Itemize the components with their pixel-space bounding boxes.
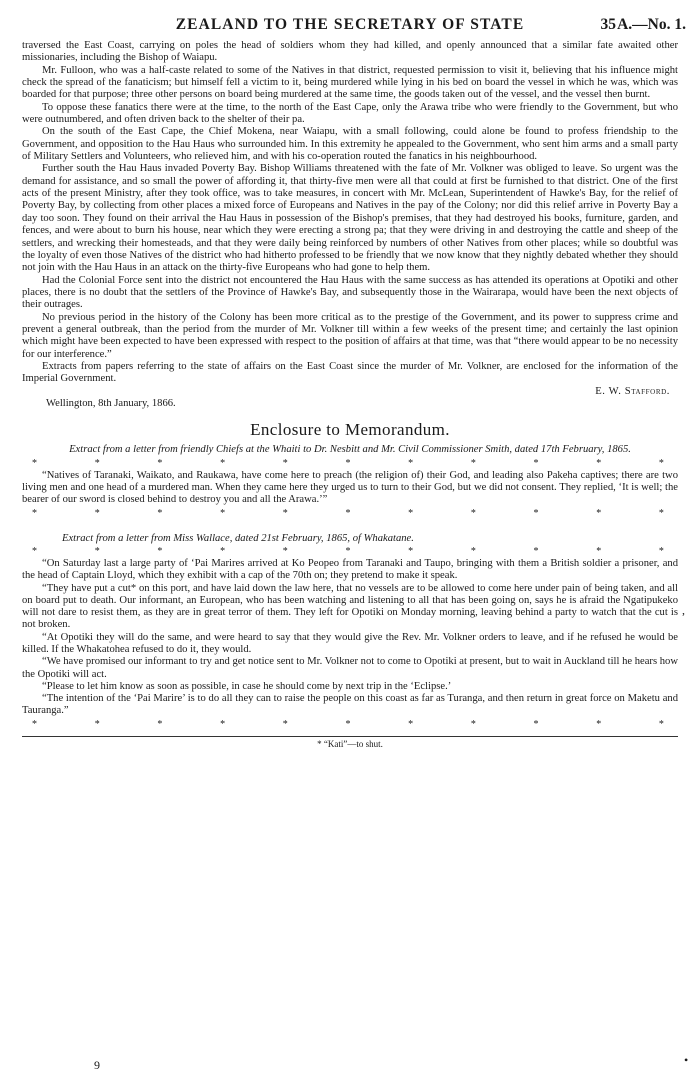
running-head: [22, 14, 686, 40]
document-reference: A.—No. 1.: [617, 16, 686, 33]
running-title: ZEALAND TO THE SECRETARY OF STATE: [175, 16, 525, 33]
extract-heading: Extract from a letter from Miss Wallace, dated 21st February, 1865, of Whakatane.: [62, 532, 414, 544]
margin-mark: ,: [682, 603, 685, 617]
asterisk: *: [94, 507, 100, 519]
asterisk: *: [408, 545, 414, 557]
asterisk: *: [220, 545, 226, 557]
asterisk: *: [596, 507, 602, 519]
asterisk-row: [22, 719, 678, 730]
extract-paragraph: “Natives of Taranaki, Waikato, and Raukawa, have come here to preach (the religion of) their God, and leading also Pakeha captives; there are two living men and one head of a murdered man. When they came here they urged us to turn to their God, but we did not consent. They replied, ‘It is well; the bearer of our sword is closed behind to destroy you and all the Arawa.’”: [22, 469, 678, 506]
asterisk: *: [533, 545, 539, 557]
memorandum-paragraph: traversed the East Coast, carrying on poles the head of soldiers whom they had killed, and openly announced that a similar fate awaited other missionaries, including the Bishop of Waiapu.: [22, 40, 678, 64]
asterisk: *: [345, 718, 351, 730]
margin-mark: •: [684, 1053, 689, 1067]
asterisk: *: [658, 718, 664, 730]
asterisk: *: [596, 545, 602, 557]
footnote-rule: [22, 736, 678, 737]
asterisk: *: [220, 457, 226, 469]
asterisk-row: [22, 508, 678, 519]
asterisk: *: [345, 457, 351, 469]
asterisk: *: [32, 545, 37, 557]
memorandum-paragraph: No previous period in the history of the Colony has been more critical as to the prestige of the Government, and its power to suppress crime and prevent a general outbreak, than the period from the murder of Mr. Volkner till within a few weeks of the present time; and certainly the last opinion which might have been expected to have been expressed with respect to the position of affairs at that time, was that “there would appear to be no necessity for our interference.”: [22, 311, 678, 360]
extract-heading: Extract from a letter from friendly Chiefs at the Whaiti to Dr. Nesbitt and Mr. Civil Commissioner Smith, dated 17th February, 1865.: [69, 444, 631, 456]
asterisk: *: [533, 507, 539, 519]
asterisk: *: [282, 545, 288, 557]
enclosure-heading: Enclosure to Memorandum.: [250, 420, 450, 440]
asterisk: *: [658, 457, 664, 469]
sheet-signature-mark: 9: [94, 1058, 100, 1072]
asterisk: *: [157, 457, 163, 469]
memorandum-paragraph: Had the Colonial Force sent into the district not encountered the Hau Haus with the same success as has attended its operations at Opotiki and other places, there is no doubt that the settlers of the Province of Hawke's Bay, and subsequently those in the Wairarapa, would have been the next objects of their outrages.: [22, 274, 678, 311]
asterisk: *: [533, 457, 539, 469]
asterisk: *: [32, 457, 37, 469]
asterisk: *: [94, 718, 100, 730]
asterisk: *: [596, 457, 602, 469]
page-number: 35: [600, 16, 616, 33]
signature: [22, 386, 670, 398]
asterisk: *: [470, 718, 476, 730]
asterisk: *: [658, 545, 664, 557]
place-date: Wellington, 8th January, 1866.: [46, 397, 176, 409]
asterisk: *: [282, 457, 288, 469]
memorandum-paragraph: On the south of the East Cape, the Chief Mokena, near Waiapu, with a small following, could alone be found to profess friendship to the Government, and opposition to the Hau Haus who surrounded him. In this extremity he appealed to the Government, who sent him arms and a small party of Military Settlers and Volunteers, who relieved him, and with his co-operation routed the fanatics in his neighbourhood.: [22, 126, 678, 163]
asterisk: *: [533, 718, 539, 730]
asterisk: *: [658, 507, 664, 519]
memorandum-paragraph: Further south the Hau Haus invaded Poverty Bay. Bishop Williams threatened with the fate of Mr. Volkner was obliged to leave. So urgent was the demand for assistance, and so small the power of affording it, that thirty-five men were all that could at first be furnished to that district. One of the first acts of the present Ministry, after they took office, was to take measures, in concert with Mr. McLean, Superintendent of Hawke's Bay, for the relief of Poverty Bay, by collecting from other places a mixed force of Europeans and Natives in the pay of the Colony; nor did this relief arrive in Poverty Bay a day too soon. They found on their arrival the Hau Haus in possession of the Bishop's premises, that they had destroyed his books, furniture, garden, and fences, and were about to burn his house, near which they were erecting a strong pa; that they were driving in and destroying the cattle and sheep of the settlers, and wrecking their homesteads, and that they were daily being reinforced by numbers of other Natives from other places; while so doubtful was the loyalty of even those Natives of the district who had hitherto professed to be friendly that we now know that they nightly debated whether they should not join with the Hau Haus in an attack on the thirty-five Europeans who had gone to help them.: [22, 163, 678, 274]
asterisk: *: [345, 545, 351, 557]
extract-body: [22, 558, 678, 718]
asterisk: *: [220, 718, 226, 730]
memorandum-body: [22, 40, 678, 386]
asterisk: *: [470, 457, 476, 469]
asterisk: *: [408, 507, 414, 519]
asterisk: *: [596, 718, 602, 730]
extract-body: [22, 470, 678, 507]
extract-paragraph: “Please to let him know as soon as possible, in case he should come by next trip in the ‘Eclipse.’: [42, 680, 452, 692]
asterisk-row: [22, 458, 678, 469]
asterisk-row: [22, 546, 678, 557]
asterisk: *: [220, 507, 226, 519]
asterisk: *: [32, 718, 37, 730]
asterisk: *: [470, 507, 476, 519]
memorandum-paragraph: To oppose these fanatics there were at the time, to the north of the East Cape, only the Arawa tribe who were friendly to the Government, but who were outnumbered, and often driven back to the shelter of their pa.: [22, 101, 678, 126]
asterisk: *: [470, 545, 476, 557]
extract-paragraph: “At Opotiki they will do the same, and were heard to say that they would give the Rev. Mr. Volkner orders to leave, and if he refused he would be killed. If the Whakatohea refused to do it, they would.: [22, 631, 678, 655]
memorandum-paragraph: Extracts from papers referring to the state of affairs on the East Coast since the murder of Mr. Volkner, are enclosed for the information of the Imperial Government.: [22, 360, 678, 385]
asterisk: *: [282, 718, 288, 730]
extract-paragraph: “They have put a cut* on this port, and have laid down the law here, that no vessels are to be allowed to come here under pain of being taken, and all on board put to death. Our informant, an European, who has been watching and listening to all that has been going on, says he is afraid the Ngatipukeko will not dare to resist them, as they are in great terror of them. They left for Opotiki on Monday morning, leaving behind a party to watch that the cut is not broken.: [22, 582, 678, 631]
extract-paragraph: “The intention of the ‘Pai Marire’ is to do all they can to raise the people on this coast as far as Turanga, and then return in great force on Maketu and Tauranga.”: [22, 693, 678, 717]
memorandum-paragraph: Mr. Fulloon, who was a half-caste related to some of the Natives in that district, requested permission to visit it, believing that his influence might check the spread of the fanaticism; but himself fell a victim to it, being murdered while lying in his bed on board the vessel in which he was, which was boarded for that purpose; three other persons on board being murdered at the same time, the goods taken out of the vessel, and the vessel then burnt.: [22, 64, 678, 101]
signature-name: E. W. Stafford.: [595, 385, 670, 397]
asterisk: *: [157, 545, 163, 557]
asterisk: *: [94, 545, 100, 557]
footnote: * “Kati”—to shut.: [317, 738, 383, 749]
asterisk: *: [345, 507, 351, 519]
asterisk: *: [408, 457, 414, 469]
asterisk: *: [94, 457, 100, 469]
extract-paragraph: “We have promised our informant to try and get notice sent to Mr. Volkner not to come to Opotiki at present, but to wait in Auckland till he hears how the Opotiki will act.: [22, 656, 678, 680]
asterisk: *: [32, 507, 37, 519]
extract-paragraph: “On Saturday last a large party of ‘Pai Marires arrived at Ko Peopeo from Taranaki and Taupo, bringing with them a British soldier a prisoner, and the head of Captain Lloyd, which they exhibit with a cap of the 70th on; they pretend to make it speak.: [22, 557, 678, 582]
asterisk: *: [408, 718, 414, 730]
asterisk: *: [282, 507, 288, 519]
asterisk: *: [157, 718, 163, 730]
page: [22, 14, 686, 750]
asterisk: *: [157, 507, 163, 519]
